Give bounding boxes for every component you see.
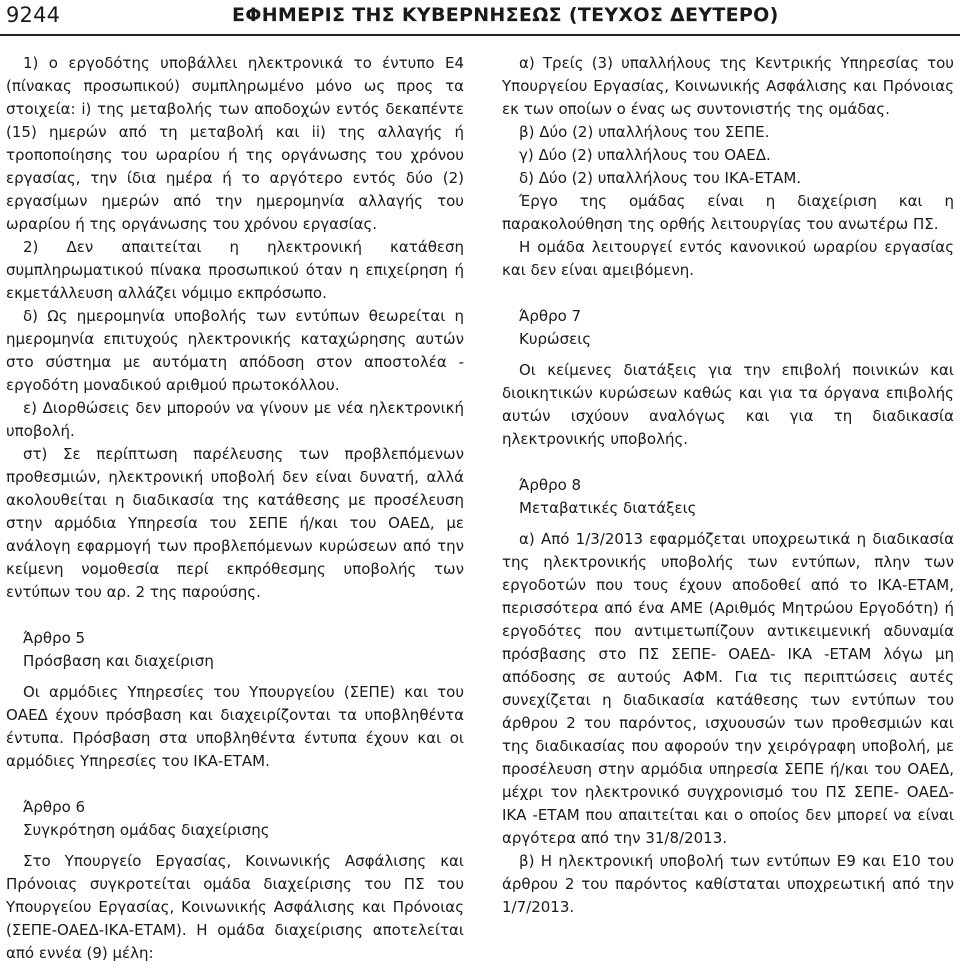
page-header — [0, 0, 960, 36]
paragraph: 1) ο εργοδότης υποβάλλει ηλεκτρονικά το έντυπο Ε4 (πίνακας προσωπικού) συμπληρωμένο μόνο ως προς τα στοιχεία: i) της μεταβολής των αποδοχών εντός δεκαπέντε (15) ημερών από τη μεταβολή και ii) της αλλαγής ή τροποποίησης του ωραρίου ή της οργάνωσης του χρόνου εργασίας, την ίδια ημέρα ή το αργότερο εντός δύο (2) εργασίμων ημερών από την ημερομηνία αλλαγής του ωραρίου ή της οργάνωσης του χρόνου εργασίας. — [6, 54, 464, 233]
article-7-number: Άρθρο 7 — [519, 307, 582, 325]
spacer — [6, 773, 464, 796]
spacer — [6, 673, 464, 681]
article-7-title: Κυρώσεις — [519, 330, 592, 348]
paragraph: Στο Υπουργείο Εργασίας, Κοινωνικής Ασφάλισης και Πρόνοιας συγκροτείται ομάδα διαχείρισης του ΠΣ του Υπουργείου Εργασίας, Κοινωνικής Ασφάλισης και Πρόνοιας (ΣΕΠΕ-ΟΑΕΔ-ΙΚΑ-ΕΤΑΜ). Η ομάδα διαχείρισης αποτελείται από εννέα (9) μέλη: — [6, 852, 464, 962]
paragraph: α) Από 1/3/2013 εφαρμόζεται υποχρεωτικά η διαδικασία της ηλεκτρονικής υποβολής των εντύπων, πλην των εργοδοτών που τους έχουν αποδοθεί από το ΙΚΑ-ΕΤΑΜ, περισσότερα από ένα ΑΜΕ (Αριθμός Μητρώου Εργοδότη) ή εργοδότες που αντιμετωπίζουν αντικειμενική αδυναμία πρόσβασης στο ΠΣ ΣΕΠΕ- ΟΑΕΔ- ΙΚΑ -ΕΤΑΜ λόγω μη απόδοσης σε αυτούς ΑΦΜ. Για τις περιπτώσεις αυτές συνεχίζεται η διαδικασία κατάθεσης των εντύπων του άρθρου 2 του παρόντος, ισχυουσών των προθεσμιών και της διαδικασίας που αφορούν την χειρόγραφη υποβολή, με προσέλευση στην αρμόδια υπηρεσία ΣΕΠΕ ή/και του ΟΑΕΔ, μέχρι τον ηλεκτρονικό συγχρονισμό του ΠΣ ΣΕΠΕ- ΟΑΕΔ- ΙΚΑ -ΕΤΑΜ που απαιτείται και ο οποίος δεν μπορεί να είναι αργότερα από την 31/8/2013. — [502, 530, 954, 847]
spacer — [6, 842, 464, 850]
paragraph: Οι αρμόδιες Υπηρεσίες του Υπουργείου (ΣΕΠΕ) και του ΟΑΕΔ έχουν πρόσβαση και διαχειρίζονται τα υποβληθέντα έντυπα. Πρόσβαση στα υποβληθέντα έντυπα έχουν και οι αρμόδιες Υπηρεσίες του ΙΚΑ-ΕΤΑΜ. — [6, 683, 464, 770]
right-column — [502, 52, 954, 919]
paragraph: ε) Διορθώσεις δεν μπορούν να γίνουν με νέα ηλεκτρονική υποβολή. — [6, 399, 464, 440]
paragraph: γ) Δύο (2) υπαλλήλους του ΟΑΕΔ. — [519, 146, 771, 164]
spacer — [502, 351, 954, 359]
article-5-title: Πρόσβαση και διαχείριση — [23, 652, 214, 670]
paragraph: στ) Σε περίπτωση παρέλευσης των προβλεπόμενων προθεσμιών, ηλεκτρονική υποβολή δεν είναι δυνατή, αλλά ακολουθείται η διαδικασία της κατάθεσης με προσέλευση στην αρμόδια Υπηρεσία του ΣΕΠΕ ή/και του ΟΑΕΔ, με ανάλογη εφαρμογή των προβλεπόμενων κυρώσεων από την κείμενη νομοθεσία περί εκπρόθεσμης υποβολής των εντύπων του αρ. 2 της παρούσης. — [6, 445, 464, 601]
article-8-number: Άρθρο 8 — [519, 476, 582, 494]
paragraph: Η ομάδα λειτουργεί εντός κανονικού ωραρίου εργασίας και δεν είναι αμειβόμενη. — [502, 238, 954, 279]
paragraph: β) Η ηλεκτρονική υποβολή των εντύπων Ε9 και Ε10 του άρθρου 2 του παρόντος καθίσταται υποχρεωτική από την 1/7/2013. — [502, 852, 954, 916]
paragraph: 2) Δεν απαιτείται η ηλεκτρονική κατάθεση συμπληρωματικού πίνακα προσωπικού όταν η επιχείρηση ή εκμετάλλευση αλλάζει νόμιμο εκπρόσωπο. — [6, 238, 464, 302]
paragraph: δ) Δύο (2) υπαλλήλους του ΙΚΑ-ΕΤΑΜ. — [519, 169, 802, 187]
paragraph: δ) Ως ημερομηνία υποβολής των εντύπων θεωρείται η ημερομηνία επιτυχούς ηλεκτρονικής καταχώρησης αυτών στο σύστημα με αυτόματη απόδοση στον αποστολέα - εργοδότη μοναδικού αριθμού πρωτοκόλλου. — [6, 307, 464, 394]
paragraph: β) Δύο (2) υπαλλήλους του ΣΕΠΕ. — [519, 123, 770, 141]
gazette-title: ΕΦΗΜΕΡΙΣ ΤΗΣ ΚΥΒΕΡΝΗΣΕΩΣ (ΤΕΥΧΟΣ ΔΕΥΤΕΡΟ) — [232, 4, 779, 26]
left-column — [6, 52, 464, 965]
page-number: 9244 — [6, 3, 61, 27]
article-5-number: Άρθρο 5 — [23, 629, 86, 647]
spacer — [502, 451, 954, 474]
paragraph: Έργο της ομάδας είναι η διαχείριση και η παρακολούθηση της ορθής λειτουργίας του ανωτέρω ΠΣ. — [502, 192, 954, 233]
spacer — [6, 604, 464, 627]
article-6-title: Συγκρότηση ομάδας διαχείρισης — [23, 821, 270, 839]
article-6-number: Άρθρο 6 — [23, 798, 86, 816]
spacer — [502, 520, 954, 528]
article-8-title: Μεταβατικές διατάξεις — [519, 499, 697, 517]
paragraph: α) Τρείς (3) υπαλλήλους της Κεντρικής Υπηρεσίας του Υπουργείου Εργασίας, Κοινωνικής Ασφάλισης και Πρόνοιας εκ των οποίων ο ένας ως συντονιστής της ομάδας. — [502, 54, 954, 118]
spacer — [502, 282, 954, 305]
paragraph: Οι κείμενες διατάξεις για την επιβολή ποινικών και διοικητικών κυρώσεων καθώς και για τα όργανα επιβολής αυτών ισχύουν αναλόγως και για τη διαδικασία ηλεκτρονικής υποβολής. — [502, 361, 954, 448]
header-rule — [0, 34, 960, 36]
